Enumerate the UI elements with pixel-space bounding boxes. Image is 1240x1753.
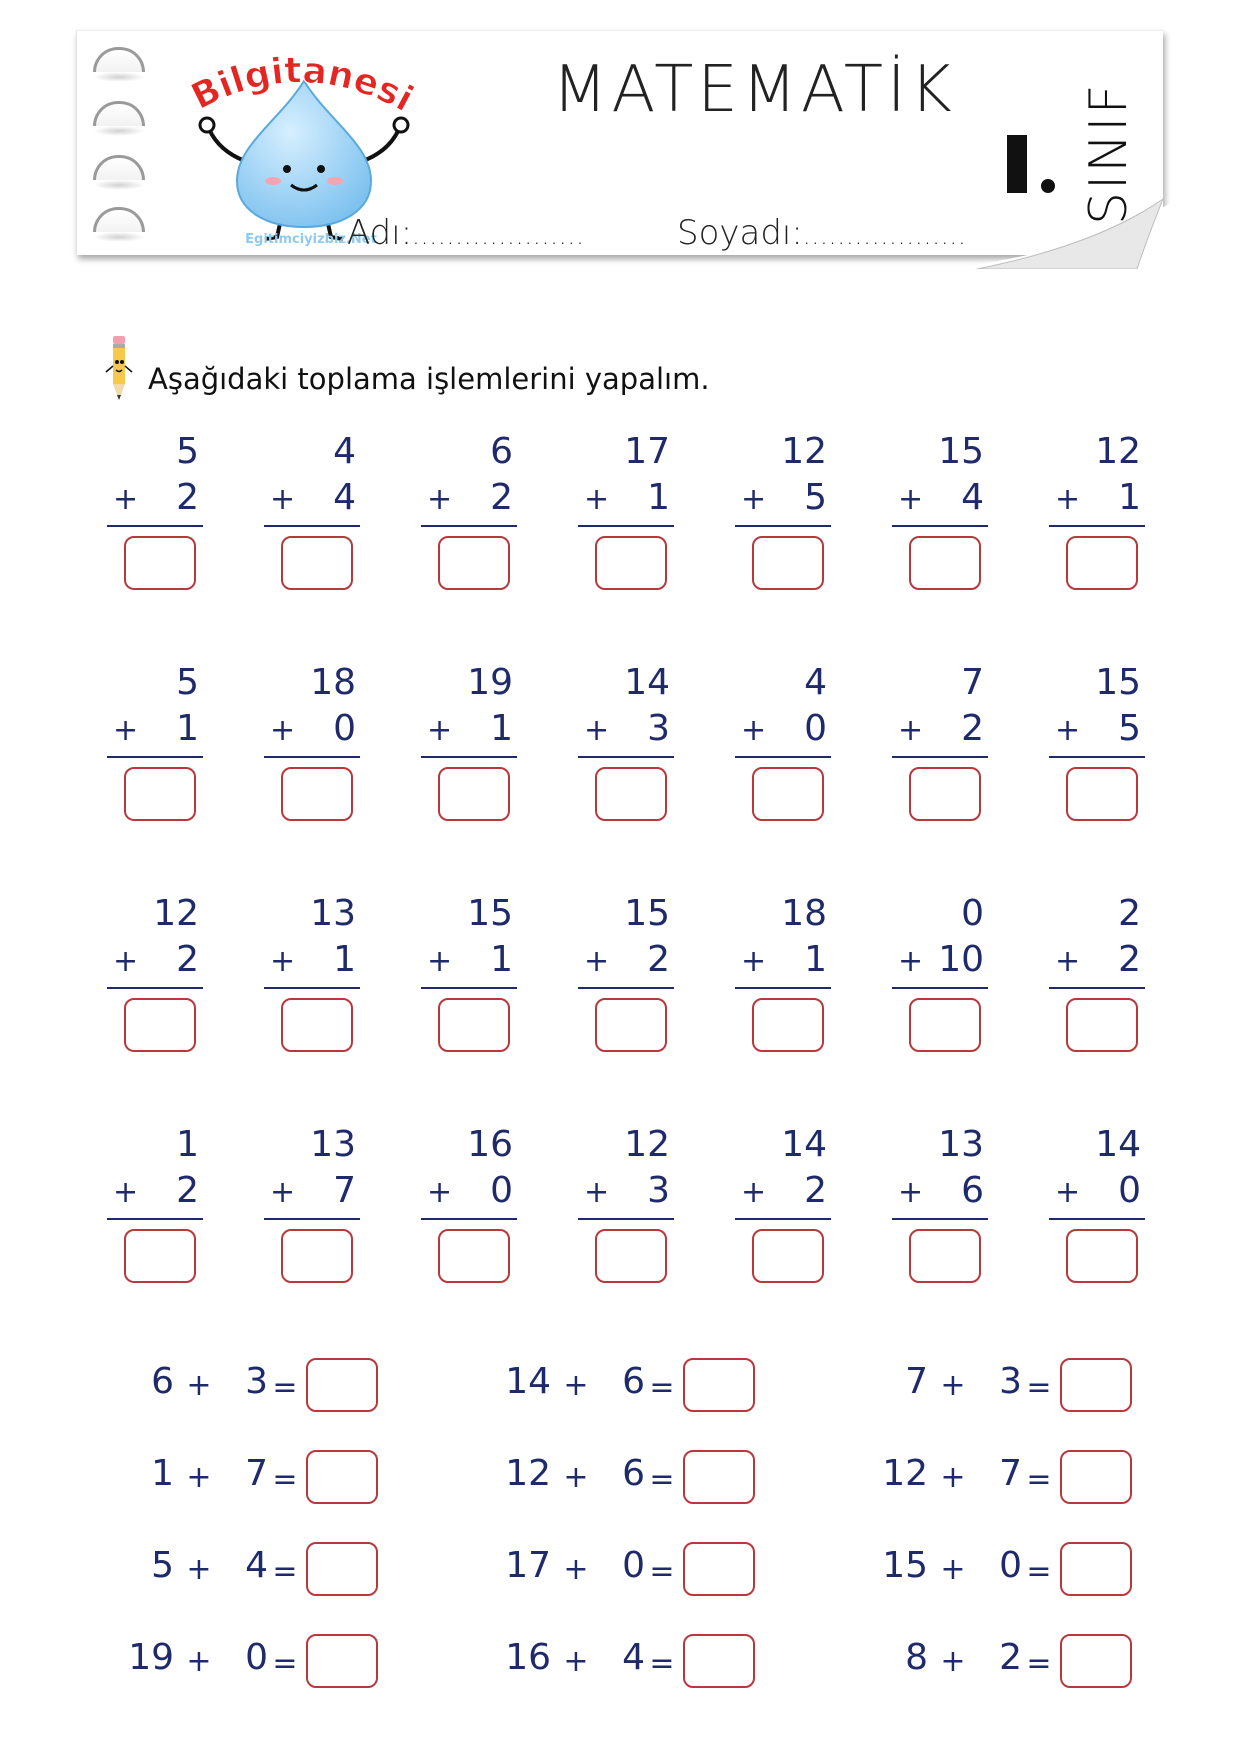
vertical-problem	[735, 432, 831, 582]
addend-bottom: 2	[490, 477, 513, 518]
sum-line	[107, 525, 203, 527]
plus-sign: +	[1055, 944, 1081, 979]
plus-sign: +	[186, 1644, 212, 1679]
addend-top: 16	[467, 1124, 513, 1165]
vertical-problem	[735, 1125, 831, 1275]
plus-sign: +	[427, 944, 453, 979]
addend-bottom: 10	[938, 939, 984, 980]
answer-box[interactable]	[1066, 998, 1138, 1052]
plus-sign: +	[898, 944, 924, 979]
vertical-problem	[264, 432, 360, 582]
answer-box[interactable]	[438, 998, 510, 1052]
equals-sign: =	[1026, 1370, 1052, 1405]
addend-bottom: 2	[1118, 939, 1141, 980]
addend-left: 8	[905, 1637, 928, 1678]
plus-sign: +	[584, 944, 610, 979]
sum-line	[578, 756, 674, 758]
addend-top: 14	[1095, 1124, 1141, 1165]
answer-box[interactable]	[752, 536, 824, 590]
sum-line	[735, 987, 831, 989]
addend-right: 0	[245, 1637, 268, 1678]
binder-ring-icon	[93, 101, 145, 126]
addend-top: 12	[781, 431, 827, 472]
addend-bottom: 1	[490, 939, 513, 980]
vertical-problem	[735, 894, 831, 1044]
addend-left: 15	[882, 1545, 928, 1586]
vertical-problem	[578, 894, 674, 1044]
addend-top: 4	[804, 662, 827, 703]
sum-line	[107, 987, 203, 989]
sum-line	[264, 987, 360, 989]
plus-sign: +	[940, 1460, 966, 1495]
addend-bottom: 1	[804, 939, 827, 980]
horizontal-problem	[497, 1632, 757, 1692]
equals-sign: =	[1026, 1646, 1052, 1681]
addend-top: 5	[176, 662, 199, 703]
addend-left: 16	[505, 1637, 551, 1678]
addend-right: 7	[999, 1453, 1022, 1494]
plus-sign: +	[427, 713, 453, 748]
vertical-problem	[892, 1125, 988, 1275]
addend-top: 7	[961, 662, 984, 703]
answer-box[interactable]	[1060, 1634, 1132, 1688]
plus-sign: +	[584, 1175, 610, 1210]
answer-box[interactable]	[124, 998, 196, 1052]
answer-box[interactable]	[306, 1542, 378, 1596]
addend-top: 13	[310, 1124, 356, 1165]
horizontal-problem	[874, 1356, 1134, 1416]
addend-right: 6	[622, 1453, 645, 1494]
addend-right: 4	[622, 1637, 645, 1678]
vertical-problem	[1049, 1125, 1145, 1275]
vertical-problem	[578, 663, 674, 813]
vertical-problem	[264, 894, 360, 1044]
plus-sign: +	[270, 944, 296, 979]
addend-bottom: 0	[804, 708, 827, 749]
addend-bottom: 5	[804, 477, 827, 518]
sum-line	[264, 1218, 360, 1220]
addend-top: 13	[938, 1124, 984, 1165]
equals-sign: =	[272, 1462, 298, 1497]
addend-right: 7	[245, 1453, 268, 1494]
binder-ring-icon	[93, 207, 145, 232]
equals-sign: =	[1026, 1462, 1052, 1497]
answer-box[interactable]	[1066, 1229, 1138, 1283]
plus-sign: +	[563, 1552, 589, 1587]
horizontal-problem	[120, 1448, 380, 1508]
answer-box[interactable]	[909, 998, 981, 1052]
plus-sign: +	[741, 1175, 767, 1210]
sum-line	[421, 1218, 517, 1220]
logo-text: Bilgitanesi	[185, 50, 420, 121]
answer-box[interactable]	[752, 998, 824, 1052]
vertical-problem	[735, 663, 831, 813]
addend-bottom: 2	[176, 1170, 199, 1211]
page-title: MATEMATİK	[552, 53, 956, 127]
answer-box[interactable]	[1066, 536, 1138, 590]
addend-bottom: 2	[647, 939, 670, 980]
addend-top: 2	[1118, 893, 1141, 934]
plus-sign: +	[940, 1644, 966, 1679]
plus-sign: +	[113, 944, 139, 979]
addend-top: 15	[624, 893, 670, 934]
sum-line	[1049, 525, 1145, 527]
addend-right: 6	[622, 1361, 645, 1402]
plus-sign: +	[113, 482, 139, 517]
answer-box[interactable]	[595, 1229, 667, 1283]
addend-top: 12	[153, 893, 199, 934]
addend-top: 12	[624, 1124, 670, 1165]
logo-site-text: Egitimciyizbiz.Net	[245, 232, 377, 247]
answer-box[interactable]	[438, 536, 510, 590]
addend-top: 19	[467, 662, 513, 703]
sum-line	[892, 525, 988, 527]
addend-top: 14	[624, 662, 670, 703]
vertical-problem	[421, 894, 517, 1044]
vertical-problem	[107, 663, 203, 813]
answer-box[interactable]	[909, 767, 981, 821]
answer-box[interactable]	[683, 1542, 755, 1596]
addend-top: 18	[310, 662, 356, 703]
grade-word: SINIF	[1079, 82, 1139, 225]
addend-bottom: 0	[333, 708, 356, 749]
plus-sign: +	[741, 944, 767, 979]
addend-left: 5	[151, 1545, 174, 1586]
addend-top: 6	[490, 431, 513, 472]
sum-line	[892, 1218, 988, 1220]
addend-bottom: 2	[804, 1170, 827, 1211]
vertical-problem	[892, 894, 988, 1044]
answer-box[interactable]	[124, 1229, 196, 1283]
plus-sign: +	[898, 1175, 924, 1210]
addend-left: 17	[505, 1545, 551, 1586]
equals-sign: =	[649, 1554, 675, 1589]
sum-line	[421, 756, 517, 758]
plus-sign: +	[563, 1460, 589, 1495]
sum-line	[578, 987, 674, 989]
addend-left: 14	[505, 1361, 551, 1402]
addend-left: 6	[151, 1361, 174, 1402]
addend-left: 1	[151, 1453, 174, 1494]
addend-bottom: 1	[1118, 477, 1141, 518]
plus-sign: +	[113, 713, 139, 748]
pencil-icon	[104, 336, 134, 406]
addend-bottom: 3	[647, 708, 670, 749]
plus-sign: +	[584, 482, 610, 517]
vertical-problem	[578, 1125, 674, 1275]
sum-line	[892, 987, 988, 989]
addend-top: 15	[467, 893, 513, 934]
plus-sign: +	[940, 1552, 966, 1587]
answer-box[interactable]	[124, 767, 196, 821]
plus-sign: +	[584, 713, 610, 748]
addend-right: 0	[999, 1545, 1022, 1586]
addend-bottom: 4	[333, 477, 356, 518]
addend-top: 4	[333, 431, 356, 472]
addend-top: 15	[938, 431, 984, 472]
horizontal-problem	[120, 1632, 380, 1692]
answer-box[interactable]	[909, 1229, 981, 1283]
equals-sign: =	[272, 1370, 298, 1405]
page-curl-icon	[947, 179, 1177, 269]
plus-sign: +	[186, 1460, 212, 1495]
vertical-problem	[264, 1125, 360, 1275]
answer-box[interactable]	[281, 767, 353, 821]
addend-bottom: 2	[961, 708, 984, 749]
addend-top: 1	[176, 1124, 199, 1165]
sum-line	[107, 1218, 203, 1220]
addend-bottom: 7	[333, 1170, 356, 1211]
plus-sign: +	[1055, 1175, 1081, 1210]
answer-box[interactable]	[438, 1229, 510, 1283]
addend-top: 14	[781, 1124, 827, 1165]
addend-right: 4	[245, 1545, 268, 1586]
addend-right: 3	[245, 1361, 268, 1402]
plus-sign: +	[1055, 713, 1081, 748]
addend-bottom: 1	[647, 477, 670, 518]
answer-box[interactable]	[281, 536, 353, 590]
equals-sign: =	[272, 1554, 298, 1589]
addend-left: 12	[882, 1453, 928, 1494]
horizontal-problem	[120, 1540, 380, 1600]
equals-sign: =	[649, 1462, 675, 1497]
equals-sign: =	[272, 1646, 298, 1681]
sum-line	[264, 525, 360, 527]
plus-sign: +	[563, 1368, 589, 1403]
sum-line	[1049, 756, 1145, 758]
answer-box[interactable]	[752, 1229, 824, 1283]
plus-sign: +	[270, 1175, 296, 1210]
vertical-problem	[107, 894, 203, 1044]
addend-top: 5	[176, 431, 199, 472]
answer-box[interactable]	[306, 1358, 378, 1412]
surname-field	[677, 213, 967, 253]
vertical-problem	[892, 663, 988, 813]
addend-left: 7	[905, 1361, 928, 1402]
plus-sign: +	[427, 482, 453, 517]
answer-box[interactable]	[595, 767, 667, 821]
plus-sign: +	[940, 1368, 966, 1403]
plus-sign: +	[898, 482, 924, 517]
addend-top: 15	[1095, 662, 1141, 703]
vertical-problem	[1049, 432, 1145, 582]
binder-ring-icon	[93, 47, 145, 72]
vertical-problem	[421, 1125, 517, 1275]
answer-box[interactable]	[1060, 1358, 1132, 1412]
horizontal-problem	[874, 1632, 1134, 1692]
vertical-problem	[1049, 663, 1145, 813]
horizontal-problem	[497, 1540, 757, 1600]
name-blank: ....................	[412, 222, 585, 250]
sum-line	[1049, 987, 1145, 989]
instruction-text: Aşağıdaki toplama işlemlerini yapalım.	[148, 362, 710, 396]
addend-top: 12	[1095, 431, 1141, 472]
addend-bottom: 3	[647, 1170, 670, 1211]
sum-line	[735, 525, 831, 527]
addend-bottom: 4	[961, 477, 984, 518]
addend-top: 0	[961, 893, 984, 934]
plus-sign: +	[270, 713, 296, 748]
horizontal-problem	[120, 1356, 380, 1416]
addend-right: 3	[999, 1361, 1022, 1402]
plus-sign: +	[427, 1175, 453, 1210]
sum-line	[578, 1218, 674, 1220]
surname-label: Soyadı:	[677, 213, 803, 253]
sum-line	[421, 525, 517, 527]
addend-right: 0	[622, 1545, 645, 1586]
plus-sign: +	[270, 482, 296, 517]
answer-box[interactable]	[595, 998, 667, 1052]
sum-line	[264, 756, 360, 758]
addend-left: 12	[505, 1453, 551, 1494]
addend-bottom: 0	[490, 1170, 513, 1211]
addend-bottom: 1	[176, 708, 199, 749]
sum-line	[421, 987, 517, 989]
answer-box[interactable]	[683, 1358, 755, 1412]
addend-right: 2	[999, 1637, 1022, 1678]
addend-bottom: 2	[176, 477, 199, 518]
horizontal-problem	[874, 1448, 1134, 1508]
answer-box[interactable]	[281, 1229, 353, 1283]
answer-box[interactable]	[124, 536, 196, 590]
plus-sign: +	[113, 1175, 139, 1210]
name-label: Adı:	[347, 213, 413, 253]
answer-box[interactable]	[683, 1450, 755, 1504]
sum-line	[1049, 1218, 1145, 1220]
addend-bottom: 1	[333, 939, 356, 980]
vertical-problem	[107, 432, 203, 582]
sum-line	[107, 756, 203, 758]
vertical-problem	[421, 663, 517, 813]
answer-box[interactable]	[438, 767, 510, 821]
plus-sign: +	[186, 1368, 212, 1403]
plus-sign: +	[1055, 482, 1081, 517]
addend-bottom: 6	[961, 1170, 984, 1211]
answer-box[interactable]	[1066, 767, 1138, 821]
answer-box[interactable]	[281, 998, 353, 1052]
addend-top: 18	[781, 893, 827, 934]
equals-sign: =	[649, 1646, 675, 1681]
horizontal-problem	[497, 1356, 757, 1416]
addend-left: 19	[128, 1637, 174, 1678]
vertical-problem	[1049, 894, 1145, 1044]
worksheet-header	[76, 30, 1163, 255]
answer-box[interactable]	[1060, 1450, 1132, 1504]
answer-box[interactable]	[683, 1634, 755, 1688]
vertical-problem	[421, 432, 517, 582]
addend-bottom: 2	[176, 939, 199, 980]
answer-box[interactable]	[306, 1634, 378, 1688]
addend-bottom: 5	[1118, 708, 1141, 749]
answer-box[interactable]	[752, 767, 824, 821]
plus-sign: +	[898, 713, 924, 748]
vertical-problem	[107, 1125, 203, 1275]
answer-box[interactable]	[909, 536, 981, 590]
sum-line	[735, 1218, 831, 1220]
surname-blank: ...................	[802, 222, 967, 250]
plus-sign: +	[741, 713, 767, 748]
answer-box[interactable]	[1060, 1542, 1132, 1596]
horizontal-problem	[874, 1540, 1134, 1600]
horizontal-problem	[497, 1448, 757, 1508]
addend-top: 13	[310, 893, 356, 934]
answer-box[interactable]	[595, 536, 667, 590]
sum-line	[578, 525, 674, 527]
vertical-problem	[264, 663, 360, 813]
equals-sign: =	[649, 1370, 675, 1405]
plus-sign: +	[741, 482, 767, 517]
vertical-problem	[578, 432, 674, 582]
binder-ring-icon	[93, 155, 145, 180]
equals-sign: =	[1026, 1554, 1052, 1589]
sum-line	[892, 756, 988, 758]
sum-line	[735, 756, 831, 758]
addend-top: 17	[624, 431, 670, 472]
addend-bottom: 1	[490, 708, 513, 749]
vertical-problem	[892, 432, 988, 582]
plus-sign: +	[563, 1644, 589, 1679]
answer-box[interactable]	[306, 1450, 378, 1504]
addend-bottom: 0	[1118, 1170, 1141, 1211]
plus-sign: +	[186, 1552, 212, 1587]
name-field	[347, 213, 585, 253]
